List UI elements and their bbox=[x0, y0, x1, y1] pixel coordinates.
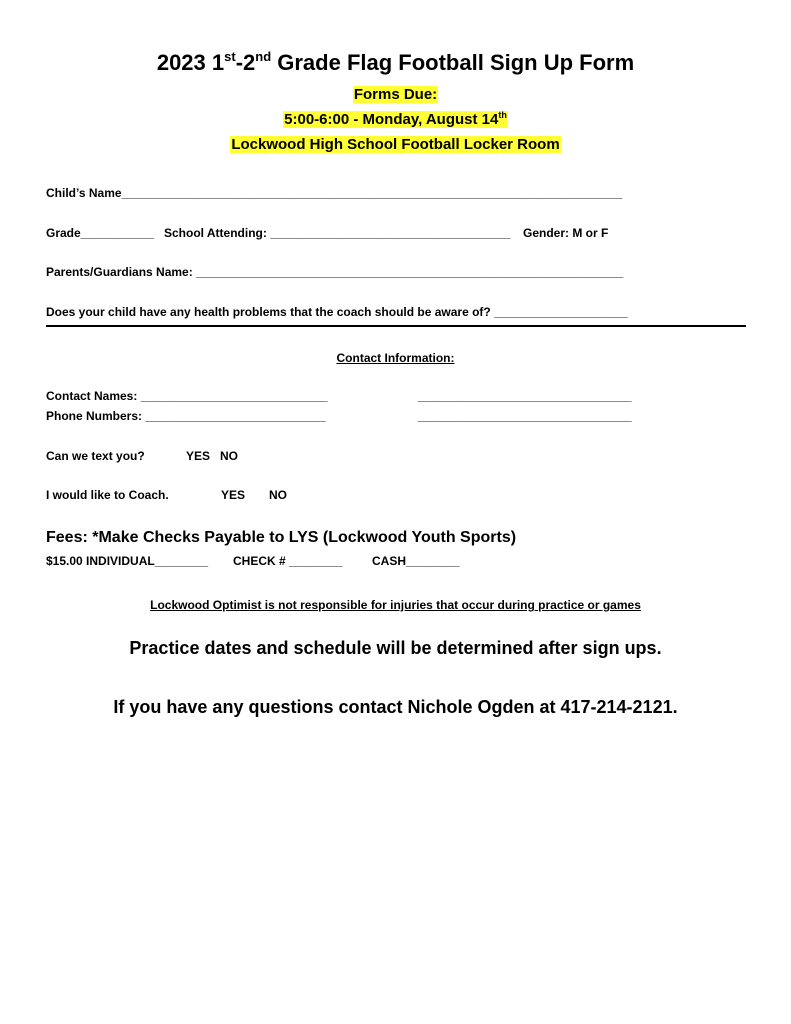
text-question: Can we text you? bbox=[46, 449, 145, 463]
contact-heading-line bbox=[0, 349, 791, 367]
phone-numbers-field-2[interactable]: ________________________________ bbox=[418, 409, 632, 423]
contact-heading: Contact Information: bbox=[336, 351, 455, 365]
gender-field[interactable]: Gender: M or F bbox=[523, 226, 609, 240]
school-field[interactable]: School Attending: ____________________________________ bbox=[164, 226, 511, 240]
fee-individual-field[interactable]: $15.00 INDIVIDUAL________ bbox=[46, 554, 209, 568]
text-yes-option[interactable]: YES bbox=[186, 449, 211, 463]
forms-due-label: Forms Due: bbox=[353, 86, 438, 103]
contact-names-field-2[interactable]: ________________________________ bbox=[418, 389, 632, 403]
section-divider bbox=[46, 325, 746, 327]
health-field[interactable]: Does your child have any health problems that the coach should be aware of? ____________________ bbox=[46, 305, 628, 319]
title-suffix: Grade Flag Football Sign Up Form bbox=[271, 50, 635, 75]
form-title bbox=[0, 50, 791, 76]
fee-cash-field[interactable]: CASH________ bbox=[372, 554, 460, 568]
grade-field[interactable]: Grade___________ bbox=[46, 226, 155, 240]
practice-note: Practice dates and schedule will be determined after sign ups. bbox=[129, 638, 662, 658]
location-text: Lockwood High School Football Locker Room bbox=[231, 136, 560, 153]
coach-question: I would like to Coach. bbox=[46, 488, 169, 502]
title-prefix: 2023 1 bbox=[156, 50, 225, 75]
title-superscript-2: nd bbox=[255, 49, 272, 64]
phone-numbers-field[interactable]: Phone Numbers: ___________________________ bbox=[46, 409, 326, 423]
coach-yes-option[interactable]: YES bbox=[221, 488, 246, 502]
fees-heading: Fees: *Make Checks Payable to LYS (Lockwood Youth Sports) bbox=[46, 529, 517, 546]
location-line bbox=[0, 136, 791, 154]
title-superscript-1: st bbox=[224, 49, 236, 64]
text-no-option[interactable]: NO bbox=[220, 449, 238, 463]
coach-no-option[interactable]: NO bbox=[269, 488, 287, 502]
fee-check-field[interactable]: CHECK # ________ bbox=[233, 554, 343, 568]
childs-name-field[interactable]: Child’s Name___________________________________________________________________________ bbox=[46, 186, 623, 200]
title-middle: -2 bbox=[235, 50, 256, 75]
disclaimer-line bbox=[0, 596, 791, 614]
due-date-text bbox=[283, 111, 508, 128]
due-date-line bbox=[0, 111, 791, 129]
disclaimer: Lockwood Optimist is not responsible for injuries that occur during practice or games bbox=[150, 598, 641, 612]
contact-names-field[interactable]: Contact Names: ____________________________ bbox=[46, 389, 328, 403]
questions-contact: If you have any questions contact Nichole Ogden at 417-214-2121. bbox=[113, 697, 678, 717]
parents-field[interactable]: Parents/Guardians Name: ________________________________________________________________ bbox=[46, 265, 624, 279]
due-date-superscript: th bbox=[498, 110, 507, 120]
forms-due-line bbox=[0, 86, 791, 104]
due-date-value: 5:00-6:00 - Monday, August 14 bbox=[284, 111, 499, 128]
